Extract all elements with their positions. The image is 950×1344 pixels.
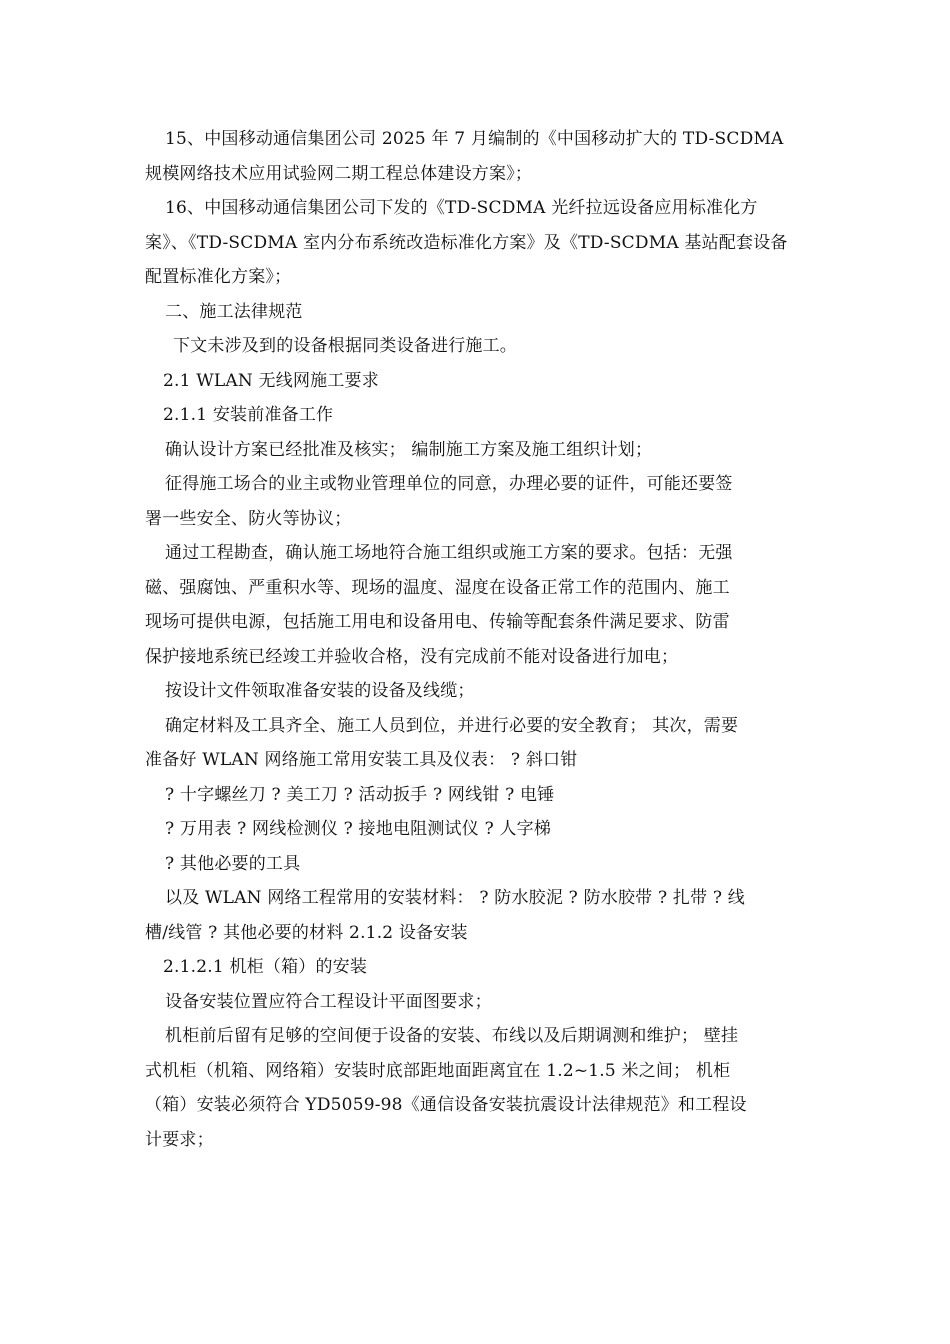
text-line: 磁、强腐蚀、严重积水等、现场的温度、湿度在设备正常工作的范围内、施工 — [145, 577, 730, 598]
text-line: 计要求； — [145, 1129, 214, 1150]
text-line: ? 十字螺丝刀 ? 美工刀 ? 活动扳手 ? 网线钳 ? 电锤 — [165, 784, 555, 805]
text-line: 下文未涉及到的设备根据同类设备进行施工。 — [173, 336, 517, 356]
text-line: 式机柜（机箱、网络箱）安装时底部距地面距离宜在 1.2~1.5 米之间； 机柜 — [145, 1060, 731, 1081]
text-line: 保护接地系统已经竣工并验收合格，没有完成前不能对设备进行加电； — [145, 646, 679, 667]
text-line: 准备好 WLAN 网络施工常用安装工具及仪表： ? 斜口钳 — [145, 750, 578, 770]
text-line: 署一些安全、防火等协议； — [145, 508, 352, 529]
text-line: ? 其他必要的工具 — [165, 853, 301, 874]
text-line: 15、中国移动通信集团公司 2025 年 7 月编制的《中国移动扩大的 TD-SCDMA — [165, 129, 784, 149]
section-heading: 2.1 WLAN 无线网施工要求 — [163, 370, 379, 391]
text-line: 现场可提供电源，包括施工用电和设备用电、传输等配套条件满足要求、防雷 — [145, 612, 730, 632]
text-line: 征得施工场合的业主或物业管理单位的同意，办理必要的证件，可能还要签 — [165, 474, 733, 494]
section-heading: 2.1.1 安装前准备工作 — [163, 405, 334, 425]
text-line: 设备安装位置应符合工程设计平面图要求； — [165, 991, 492, 1012]
text-line: 按设计文件领取准备安装的设备及线缆； — [165, 681, 475, 701]
document-body — [145, 122, 810, 1157]
text-line: 以及 WLAN 网络工程常用的安装材料： ? 防水胶泥 ? 防水胶带 ? 扎带 ? 线 — [165, 888, 746, 908]
text-line: 16、中国移动通信集团公司下发的《TD-SCDMA 光纤拉远设备应用标准化方 — [165, 198, 758, 218]
text-line: 确认设计方案已经批准及核实； 编制施工方案及施工组织计划； — [165, 439, 653, 460]
text-line: 槽/线管 ? 其他必要的材料 2.1.2 设备安装 — [145, 922, 468, 943]
text-line: 规模网络技术应用试验网二期工程总体建设方案》； — [145, 163, 533, 184]
text-line: 配置标准化方案》； — [145, 267, 292, 287]
section-heading: 二、施工法律规范 — [165, 301, 303, 322]
text-line: ? 万用表 ? 网线检测仪 ? 接地电阻测试仪 ? 人字梯 — [165, 819, 552, 839]
text-line: 案》、《TD-SCDMA 室内分布系统改造标准化方案》及《TD-SCDMA 基站配套设备 — [145, 232, 788, 253]
text-line: 确定材料及工具齐全、施工人员到位，并进行必要的安全教育； 其次，需要 — [165, 715, 739, 736]
text-line: 机柜前后留有足够的空间便于设备的安装、布线以及后期调测和维护； 壁挂 — [165, 1026, 739, 1046]
section-heading: 2.1.2.1 机柜（箱）的安装 — [163, 957, 368, 977]
text-line: 通过工程勘查，确认施工场地符合施工组织或施工方案的要求。包括：无强 — [165, 543, 733, 563]
text-line: （箱）安装必须符合 YD5059-98《通信设备安装抗震设计法律规范》和工程设 — [145, 1095, 747, 1115]
